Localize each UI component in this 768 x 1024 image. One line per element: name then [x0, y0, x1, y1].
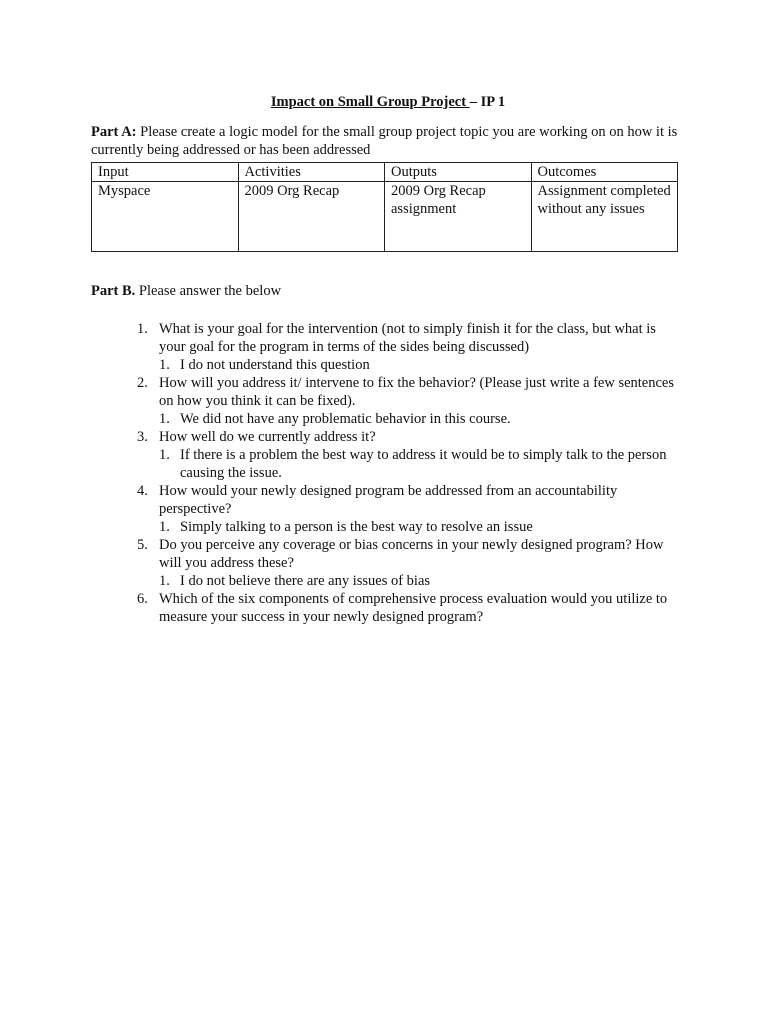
answer-text: I do not believe there are any issues of bias — [180, 573, 431, 589]
question-number: 5. — [137, 537, 148, 553]
part-a-text: Please create a logic model for the small group project topic you are working on on how it is currently being addressed or has been addressed — [91, 124, 678, 158]
table-header-cell: Input — [92, 163, 239, 182]
answer-number: 1. — [159, 573, 170, 589]
part-a-label: Part A: — [91, 124, 137, 140]
answer-text: If there is a problem the best way to address it would be to simply talk to the person causing the issue. — [180, 447, 667, 481]
part-a-paragraph — [91, 123, 681, 159]
answer-item — [159, 410, 681, 428]
question-number: 6. — [137, 591, 148, 607]
answer-number: 1. — [159, 357, 170, 373]
logic-model-table — [91, 162, 678, 252]
question-item — [91, 374, 681, 428]
table-header-cell: Outputs — [385, 163, 532, 182]
question-text: Which of the six components of comprehensive process evaluation would you utilize to measure your success in your newly designed program? — [159, 591, 668, 625]
table-cell: Myspace — [92, 182, 239, 252]
answer-item — [159, 518, 681, 536]
question-number: 3. — [137, 429, 148, 445]
table-cell: Assignment completed without any issues — [531, 182, 678, 252]
question-text: How will you address it/ intervene to fix the behavior? (Please just write a few sentences on how you think it can be fixed). — [159, 375, 674, 409]
part-b-label: Part B. — [91, 283, 136, 299]
answer-text: We did not have any problematic behavior in this course. — [180, 411, 511, 427]
answer-text: Simply talking to a person is the best way to resolve an issue — [180, 519, 533, 535]
table-header-cell: Activities — [238, 163, 385, 182]
question-text: Do you perceive any coverage or bias concerns in your newly designed program? How will you address these? — [159, 537, 664, 571]
part-b-text: Please answer the below — [135, 283, 282, 299]
answer-item — [159, 356, 681, 374]
question-list — [91, 320, 681, 626]
answer-item — [159, 446, 681, 482]
question-number: 2. — [137, 375, 148, 391]
answer-number: 1. — [159, 447, 170, 463]
table-row — [92, 182, 678, 252]
part-b-paragraph — [91, 282, 681, 300]
table-cell: 2009 Org Recap — [238, 182, 385, 252]
question-item — [91, 320, 681, 374]
question-item — [91, 590, 681, 626]
table-cell: 2009 Org Recap assignment — [385, 182, 532, 252]
answer-number: 1. — [159, 411, 170, 427]
question-number: 1. — [137, 321, 148, 337]
answer-number: 1. — [159, 519, 170, 535]
answer-text: I do not understand this question — [180, 357, 370, 373]
question-text: What is your goal for the intervention (not to simply finish it for the class, but what is your goal for the program in terms of the sides being discussed) — [159, 321, 656, 355]
table-header-cell: Outcomes — [531, 163, 678, 182]
table-header-row — [92, 163, 678, 182]
question-number: 4. — [137, 483, 148, 499]
question-item — [91, 536, 681, 590]
question-text: How well do we currently address it? — [159, 429, 376, 445]
document-title-underlined: Impact on Small Group Project — [270, 94, 470, 110]
question-item — [91, 428, 681, 482]
answer-item — [159, 572, 681, 590]
document-title-suffix: – IP 1 — [469, 94, 506, 110]
question-text: How would your newly designed program be addressed from an accountability perspective? — [159, 483, 618, 517]
document-title — [91, 93, 681, 111]
question-item — [91, 482, 681, 536]
document-page — [91, 93, 681, 626]
